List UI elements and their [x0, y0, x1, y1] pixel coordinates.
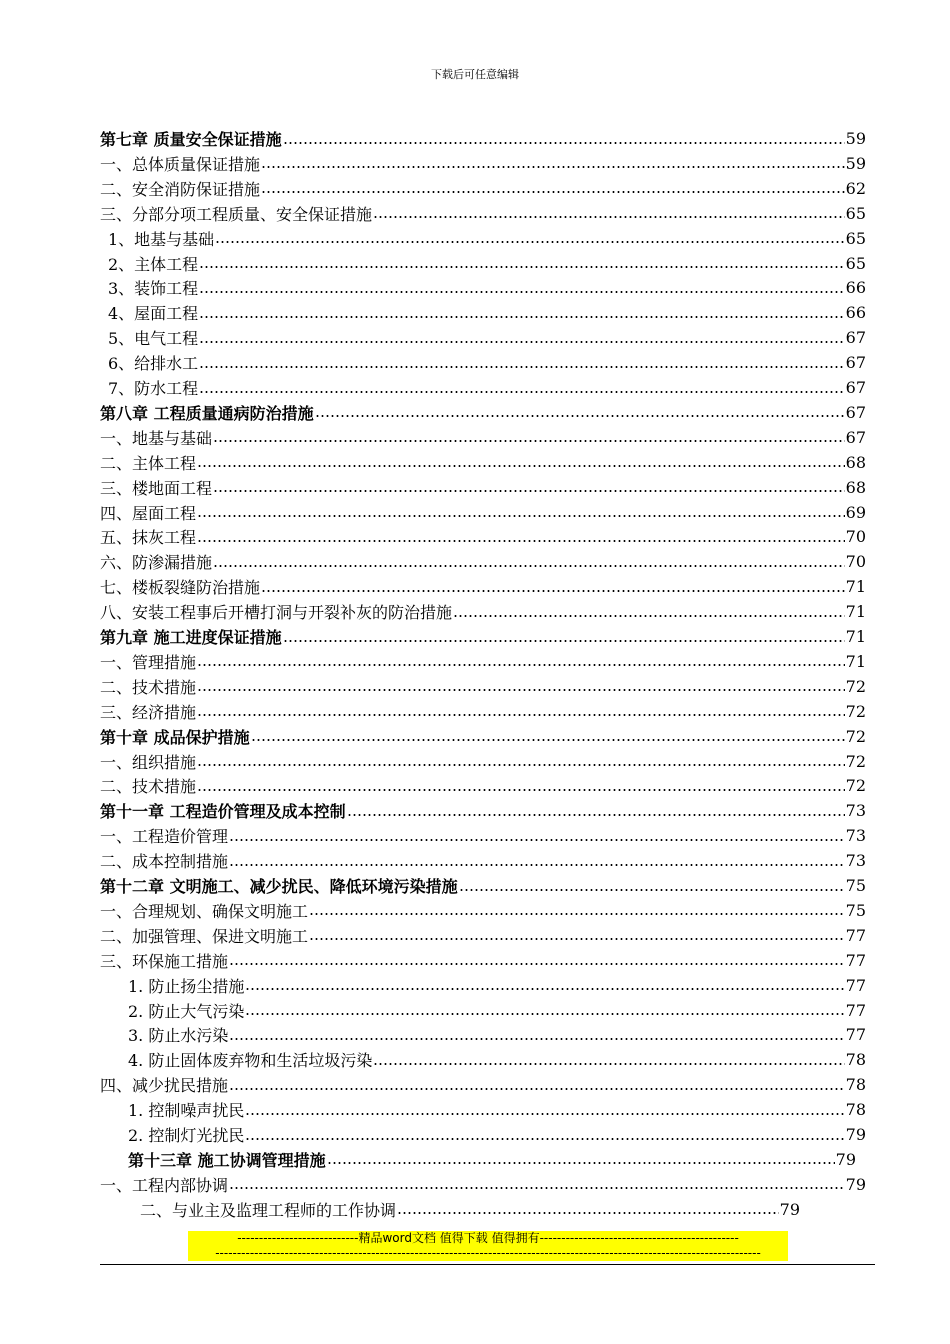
- toc-entry[interactable]: [140, 1197, 800, 1222]
- toc-entry-page: 67: [845, 427, 866, 447]
- toc-entry-label: 二、主体工程: [100, 453, 197, 473]
- toc-entry[interactable]: [108, 375, 866, 400]
- toc-entry[interactable]: [100, 699, 866, 724]
- toc-leader-dots: [309, 913, 845, 915]
- toc-entry-label: 二、技术措施: [100, 777, 197, 797]
- toc-leader-dots: [197, 465, 845, 467]
- toc-entry[interactable]: [128, 1022, 866, 1047]
- toc-entry[interactable]: [100, 873, 866, 898]
- toc-leader-dots: [309, 938, 845, 940]
- toc-leader-dots: [197, 515, 845, 517]
- toc-entry-label: 1. 控制噪声扰民: [128, 1101, 245, 1121]
- toc-leader-dots: [199, 366, 844, 368]
- toc-leader-dots: [213, 490, 845, 492]
- toc-entry-page: 67: [845, 353, 866, 373]
- toc-leader-dots: [229, 839, 845, 841]
- toc-entry-label: 二、技术措施: [100, 677, 197, 697]
- toc-entry-page: 73: [845, 851, 866, 871]
- toc-leader-dots: [229, 1187, 845, 1189]
- toc-entry-label: 2. 控制灯光扰民: [128, 1126, 245, 1145]
- toc-entry-page: 75: [845, 876, 866, 895]
- toc-entry-page: 66: [845, 303, 866, 323]
- toc-entry-label: 三、环保施工措施: [100, 951, 229, 971]
- toc-entry-label: 五、抹灰工程: [100, 528, 197, 548]
- toc-entry-page: 79: [845, 1174, 866, 1194]
- footer-rule: [100, 1264, 875, 1265]
- toc-leader-dots: [283, 640, 845, 642]
- toc-entry-label: 第十三章 施工协调管理措施: [128, 1150, 326, 1170]
- toc-leader-dots: [347, 814, 845, 816]
- toc-entry[interactable]: [128, 1047, 866, 1072]
- toc-entry[interactable]: [100, 201, 866, 226]
- promo-banner: [188, 1231, 788, 1261]
- toc-entry-page: 67: [845, 378, 866, 397]
- toc-leader-dots: [229, 963, 845, 965]
- toc-entry-label: 第十二章 文明施工、减少扰民、降低环境污染措施: [100, 877, 458, 896]
- toc-leader-dots: [251, 739, 845, 741]
- toc-entry-page: 73: [845, 826, 866, 846]
- toc-entry[interactable]: [108, 300, 866, 325]
- toc-entry-label: 2. 防止大气污染: [128, 1001, 245, 1021]
- toc-entry[interactable]: [100, 599, 866, 624]
- toc-entry-page: 70: [845, 527, 866, 547]
- toc-entry-page: 66: [845, 278, 866, 298]
- page-header: 下载后可任意编辑: [431, 68, 519, 81]
- toc-entry-page: 71: [845, 627, 866, 646]
- toc-entry[interactable]: [100, 624, 866, 649]
- toc-entry-page: 70: [845, 552, 866, 572]
- toc-entry-page: 59: [845, 153, 866, 173]
- toc-leader-dots: [373, 216, 845, 218]
- toc-entry[interactable]: [100, 151, 866, 176]
- toc-leader-dots: [197, 789, 845, 791]
- toc-entry-label: 一、管理措施: [100, 652, 197, 672]
- toc-entry-page: 62: [845, 178, 866, 198]
- toc-entry-page: 79: [779, 1199, 800, 1219]
- toc-entry-label: 二、安全消防保证措施: [100, 179, 261, 199]
- toc-entry-page: 75: [845, 900, 866, 920]
- toc-entry-page: 77: [845, 950, 866, 970]
- toc-leader-dots: [229, 1088, 845, 1090]
- toc-entry-label: 1. 防止扬尘措施: [128, 976, 245, 996]
- toc-entry-page: 69: [845, 502, 866, 522]
- toc-leader-dots: [245, 1113, 844, 1115]
- toc-entry-page: 68: [845, 477, 866, 497]
- toc-leader-dots: [199, 316, 844, 318]
- toc-entry-label: 2、主体工程: [108, 254, 199, 274]
- toc-entry-label: 4. 防止固体废弃物和生活垃圾污染: [128, 1051, 373, 1071]
- toc-entry-page: 77: [845, 925, 866, 945]
- toc-entry[interactable]: [100, 923, 866, 948]
- toc-entry-page: 78: [845, 1050, 866, 1070]
- toc-leader-dots: [261, 590, 845, 592]
- toc-entry-page: 78: [845, 1100, 866, 1120]
- toc-entry[interactable]: [100, 948, 866, 973]
- toc-entry-page: 71: [845, 602, 866, 622]
- toc-entry[interactable]: [108, 275, 866, 300]
- toc-entry[interactable]: [100, 649, 866, 674]
- toc-entry-label: 3、装饰工程: [108, 279, 199, 299]
- toc-entry-page: 68: [845, 452, 866, 472]
- toc-entry-label: 5、电气工程: [108, 329, 199, 349]
- toc-leader-dots: [327, 1162, 835, 1164]
- toc-leader-dots: [229, 1038, 844, 1040]
- toc-entry[interactable]: [100, 524, 866, 549]
- toc-entry[interactable]: [100, 450, 866, 475]
- toc-entry[interactable]: [100, 1072, 866, 1097]
- toc-entry[interactable]: [100, 848, 866, 873]
- toc-entry-page: 77: [845, 1025, 866, 1045]
- toc-entry-label: 1、地基与基础: [108, 229, 215, 249]
- promo-banner-line-2: ------------------------------------------------------------------------------------------------------------------------------: [188, 1246, 788, 1261]
- toc-entry[interactable]: [128, 973, 866, 998]
- toc-entry[interactable]: [100, 475, 866, 500]
- toc-entry-page: 77: [845, 975, 866, 995]
- toc-leader-dots: [373, 1063, 844, 1065]
- toc-entry[interactable]: [128, 1097, 866, 1122]
- toc-entry-label: 二、加强管理、保进文明施工: [100, 926, 309, 946]
- toc-entry-label: 四、减少扰民措施: [100, 1076, 229, 1096]
- toc-entry[interactable]: [100, 574, 866, 599]
- toc-entry-page: 73: [845, 801, 866, 821]
- toc-entry-page: 79: [845, 1125, 866, 1144]
- toc-entry-label: 三、楼地面工程: [100, 478, 213, 498]
- toc-entry[interactable]: [100, 674, 866, 699]
- toc-entry-label: 3. 防止水污染: [128, 1026, 229, 1046]
- toc-leader-dots: [245, 1138, 844, 1140]
- toc-entry-page: 79: [835, 1149, 856, 1169]
- toc-entry-label: 七、楼板裂缝防治措施: [100, 578, 261, 598]
- toc-entry-label: 第七章 质量安全保证措施: [100, 130, 282, 149]
- toc-leader-dots: [197, 764, 845, 766]
- toc-leader-dots: [197, 540, 845, 542]
- toc-leader-dots: [199, 341, 844, 343]
- toc-leader-dots: [215, 241, 844, 243]
- toc-entry[interactable]: [108, 325, 866, 350]
- toc-leader-dots: [245, 988, 844, 990]
- toc-entry[interactable]: [100, 773, 866, 798]
- toc-entry-label: 第十章 成品保护措施: [100, 727, 250, 747]
- toc-leader-dots: [199, 266, 844, 268]
- toc-entry-page: 78: [845, 1075, 866, 1095]
- toc-entry-label: 一、组织措施: [100, 752, 197, 772]
- toc-entry-label: 一、合理规划、确保文明施工: [100, 901, 309, 921]
- toc-leader-dots: [229, 864, 845, 866]
- toc-entry[interactable]: [100, 126, 866, 151]
- toc-entry-page: 72: [845, 751, 866, 771]
- toc-entry[interactable]: [108, 226, 866, 251]
- toc-entry-label: 八、安装工程事后开槽打洞与开裂补灰的防治措施: [100, 603, 453, 623]
- toc-entry-label: 4、屋面工程: [108, 304, 199, 324]
- toc-entry-label: 6、给排水工: [108, 354, 199, 374]
- toc-entry[interactable]: [100, 724, 866, 749]
- toc-entry[interactable]: [100, 176, 866, 201]
- toc-entry-label: 第十一章 工程造价管理及成本控制: [100, 802, 346, 822]
- toc-entry-page: 71: [845, 651, 866, 671]
- toc-leader-dots: [261, 166, 845, 168]
- toc-leader-dots: [283, 142, 845, 144]
- toc-entry-label: 三、分部分项工程质量、安全保证措施: [100, 204, 373, 224]
- toc-entry-page: 71: [845, 577, 866, 597]
- toc-entry-page: 72: [845, 776, 866, 796]
- toc-leader-dots: [197, 714, 845, 716]
- toc-entry-label: 第八章 工程质量通病防治措施: [100, 403, 314, 423]
- toc-entry[interactable]: [108, 251, 866, 276]
- toc-leader-dots: [197, 689, 845, 691]
- toc-entry-label: 二、成本控制措施: [100, 852, 229, 872]
- toc-entry[interactable]: [108, 350, 866, 375]
- toc-entry[interactable]: [100, 400, 866, 425]
- toc-entry-page: 65: [845, 253, 866, 273]
- toc-leader-dots: [397, 1212, 779, 1214]
- toc-leader-dots: [199, 391, 844, 393]
- toc-leader-dots: [197, 664, 845, 666]
- toc-entry-page: 67: [845, 328, 866, 348]
- toc-leader-dots: [453, 615, 845, 617]
- toc-entry[interactable]: [100, 500, 866, 525]
- toc-entry-label: 一、总体质量保证措施: [100, 154, 261, 174]
- toc-leader-dots: [261, 191, 845, 193]
- toc-entry[interactable]: [100, 1172, 866, 1197]
- toc-entry[interactable]: [100, 798, 866, 823]
- toc-entry-page: 65: [845, 203, 866, 223]
- toc-entry-label: 第九章 施工进度保证措施: [100, 628, 282, 647]
- toc-leader-dots: [199, 291, 844, 293]
- toc-entry-page: 72: [845, 676, 866, 696]
- toc-entry[interactable]: [128, 998, 866, 1023]
- toc-entry-page: 72: [845, 701, 866, 721]
- toc-entry-label: 一、工程内部协调: [100, 1175, 229, 1195]
- toc-entry-page: 65: [845, 228, 866, 248]
- toc-entry[interactable]: [100, 898, 866, 923]
- toc-entry-label: 六、防渗漏措施: [100, 553, 213, 573]
- toc-entry[interactable]: [100, 549, 866, 574]
- toc-entry-page: 67: [845, 402, 866, 422]
- promo-banner-line-1: ----------------------------精品word文档 值得下载 值得拥有----------------------------------------------: [188, 1231, 788, 1246]
- toc-entry-page: 59: [845, 129, 866, 148]
- toc-entry-label: 7、防水工程: [108, 379, 199, 398]
- toc-entry[interactable]: [100, 425, 866, 450]
- toc-entry-label: 二、与业主及监理工程师的工作协调: [140, 1200, 397, 1220]
- toc-entry[interactable]: [100, 823, 866, 848]
- toc-leader-dots: [315, 415, 845, 417]
- toc-entry[interactable]: [100, 749, 866, 774]
- toc-leader-dots: [213, 565, 845, 567]
- toc-entry[interactable]: [128, 1122, 866, 1147]
- toc-leader-dots: [213, 440, 845, 442]
- toc-entry-label: 一、工程造价管理: [100, 827, 229, 847]
- toc-entry-page: 77: [845, 1000, 866, 1020]
- toc-entry-page: 72: [845, 726, 866, 746]
- toc-leader-dots: [245, 1013, 844, 1015]
- toc-leader-dots: [459, 889, 845, 891]
- toc-entry[interactable]: [128, 1147, 856, 1172]
- toc-entry-label: 一、地基与基础: [100, 428, 213, 448]
- toc-entry-label: 四、屋面工程: [100, 503, 197, 523]
- toc-entry-label: 三、经济措施: [100, 702, 197, 722]
